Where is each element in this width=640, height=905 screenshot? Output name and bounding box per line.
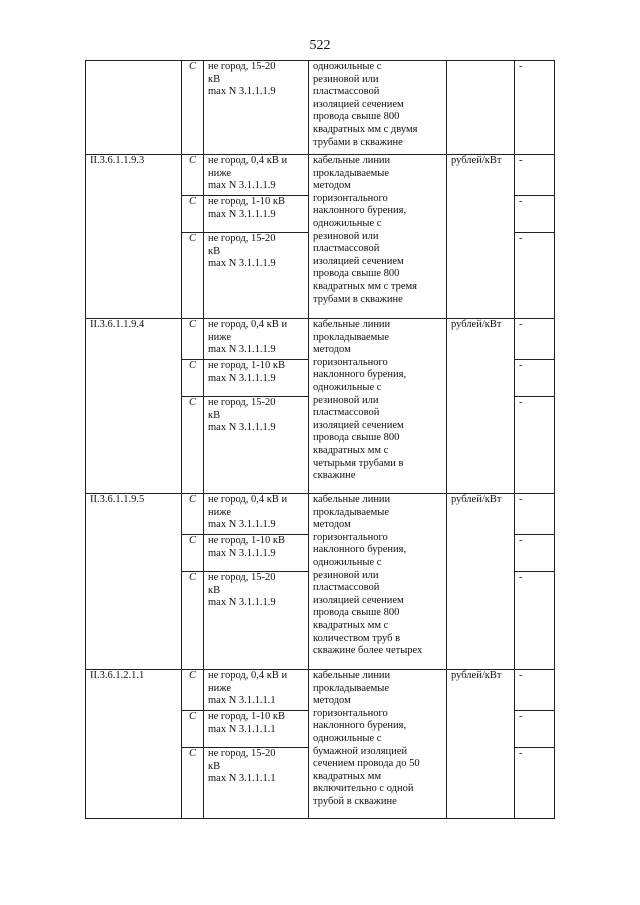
value-cell: - xyxy=(515,319,555,360)
condition-text: не город, 15-20 кВ max N 3.1.1.1.9 xyxy=(208,572,276,609)
level-cell: С xyxy=(182,748,204,819)
table-row xyxy=(86,61,555,155)
description-text: кабельные линии прокладываемые методом горизонтального наклонного бурения, одножильные с резиновой или пластмассовой изоляцией сечением провода свыше 800 квадратных мм с тремя трубами в скважине xyxy=(313,155,418,305)
level-cell: С xyxy=(182,711,204,748)
value-cell: - xyxy=(515,670,555,711)
level-cell: С xyxy=(182,319,204,360)
condition-cell xyxy=(204,494,309,535)
level-cell: С xyxy=(182,360,204,397)
unit-cell: рублей/кВт xyxy=(447,155,515,319)
code-cell: II.3.6.1.1.9.5 xyxy=(86,494,182,670)
condition-cell xyxy=(204,61,309,155)
level-cell: С xyxy=(182,397,204,494)
description-text: кабельные линии прокладываемые методом горизонтального наклонного бурения, одножильные с резиновой или пластмассовой изоляцией сечением провода свыше 800 квадратных мм с количеством труб в скважине более четырех xyxy=(313,494,423,657)
level-cell: С xyxy=(182,535,204,572)
description-cell xyxy=(309,494,447,670)
table-row xyxy=(86,319,555,360)
value-cell: - xyxy=(515,233,555,319)
level-cell: С xyxy=(182,61,204,155)
condition-text: не город, 15-20 кВ max N 3.1.1.1.1 xyxy=(208,748,276,785)
level-cell: С xyxy=(182,196,204,233)
description-cell xyxy=(309,319,447,494)
value-cell: - xyxy=(515,397,555,494)
condition-text: не город, 15-20 кВ max N 3.1.1.1.9 xyxy=(208,233,276,270)
level-cell: С xyxy=(182,155,204,196)
condition-cell xyxy=(204,535,309,572)
level-cell: С xyxy=(182,670,204,711)
code-cell: II.3.6.1.1.9.4 xyxy=(86,319,182,494)
condition-text: не город, 1-10 кВ max N 3.1.1.1.9 xyxy=(208,196,285,220)
description-text: кабельные линии прокладываемые методом горизонтального наклонного бурения, одножильные с бумажной изоляцией сечением провода до 50 квадратных мм включительно с одной трубой в скважине xyxy=(313,670,420,807)
condition-text: не город, 1-10 кВ max N 3.1.1.1.9 xyxy=(208,535,285,559)
unit-cell: рублей/кВт xyxy=(447,494,515,670)
condition-text: не город, 0,4 кВ и ниже max N 3.1.1.1.9 xyxy=(208,494,288,531)
code-cell: II.3.6.1.1.9.3 xyxy=(86,155,182,319)
unit-cell xyxy=(447,61,515,155)
value-cell: - xyxy=(515,572,555,670)
condition-text: не город, 15-20 кВ max N 3.1.1.1.9 xyxy=(208,397,276,434)
tariff-table xyxy=(85,60,555,819)
condition-cell xyxy=(204,196,309,233)
value-cell: - xyxy=(515,61,555,155)
condition-cell xyxy=(204,155,309,196)
description-cell xyxy=(309,670,447,819)
condition-text: не город, 0,4 кВ и ниже max N 3.1.1.1.9 xyxy=(208,155,288,192)
table-row xyxy=(86,155,555,196)
description-text: кабельные линии прокладываемые методом горизонтального наклонного бурения, одножильные с резиновой или пластмассовой изоляцией сечением провода свыше 800 квадратных мм с четырьмя трубами в скважине xyxy=(313,319,407,482)
condition-cell xyxy=(204,397,309,494)
value-cell: - xyxy=(515,196,555,233)
condition-text: не город, 15-20 кВ max N 3.1.1.1.9 xyxy=(208,61,276,98)
condition-cell xyxy=(204,233,309,319)
value-cell: - xyxy=(515,360,555,397)
description-cell xyxy=(309,61,447,155)
unit-cell: рублей/кВт xyxy=(447,670,515,819)
description-text: одножильные с резиновой или пластмассовой изоляцией сечением провода свыше 800 квадратных мм с двумя трубами в скважине xyxy=(313,61,418,148)
table-row xyxy=(86,494,555,535)
condition-cell xyxy=(204,319,309,360)
value-cell: - xyxy=(515,535,555,572)
value-cell: - xyxy=(515,494,555,535)
value-cell: - xyxy=(515,748,555,819)
description-cell xyxy=(309,155,447,319)
level-cell: С xyxy=(182,233,204,319)
condition-text: не город, 1-10 кВ max N 3.1.1.1.1 xyxy=(208,711,285,735)
code-cell: II.3.6.1.2.1.1 xyxy=(86,670,182,819)
table-row xyxy=(86,670,555,711)
level-cell: С xyxy=(182,494,204,535)
condition-cell xyxy=(204,360,309,397)
condition-cell xyxy=(204,748,309,819)
value-cell: - xyxy=(515,711,555,748)
value-cell: - xyxy=(515,155,555,196)
condition-cell xyxy=(204,670,309,711)
code-cell xyxy=(86,61,182,155)
condition-cell xyxy=(204,711,309,748)
condition-text: не город, 0,4 кВ и ниже max N 3.1.1.1.9 xyxy=(208,319,288,356)
condition-text: не город, 1-10 кВ max N 3.1.1.1.9 xyxy=(208,360,285,384)
level-cell: С xyxy=(182,572,204,670)
condition-text: не город, 0,4 кВ и ниже max N 3.1.1.1.1 xyxy=(208,670,288,707)
unit-cell: рублей/кВт xyxy=(447,319,515,494)
page-number: 522 xyxy=(309,38,331,53)
condition-cell xyxy=(204,572,309,670)
